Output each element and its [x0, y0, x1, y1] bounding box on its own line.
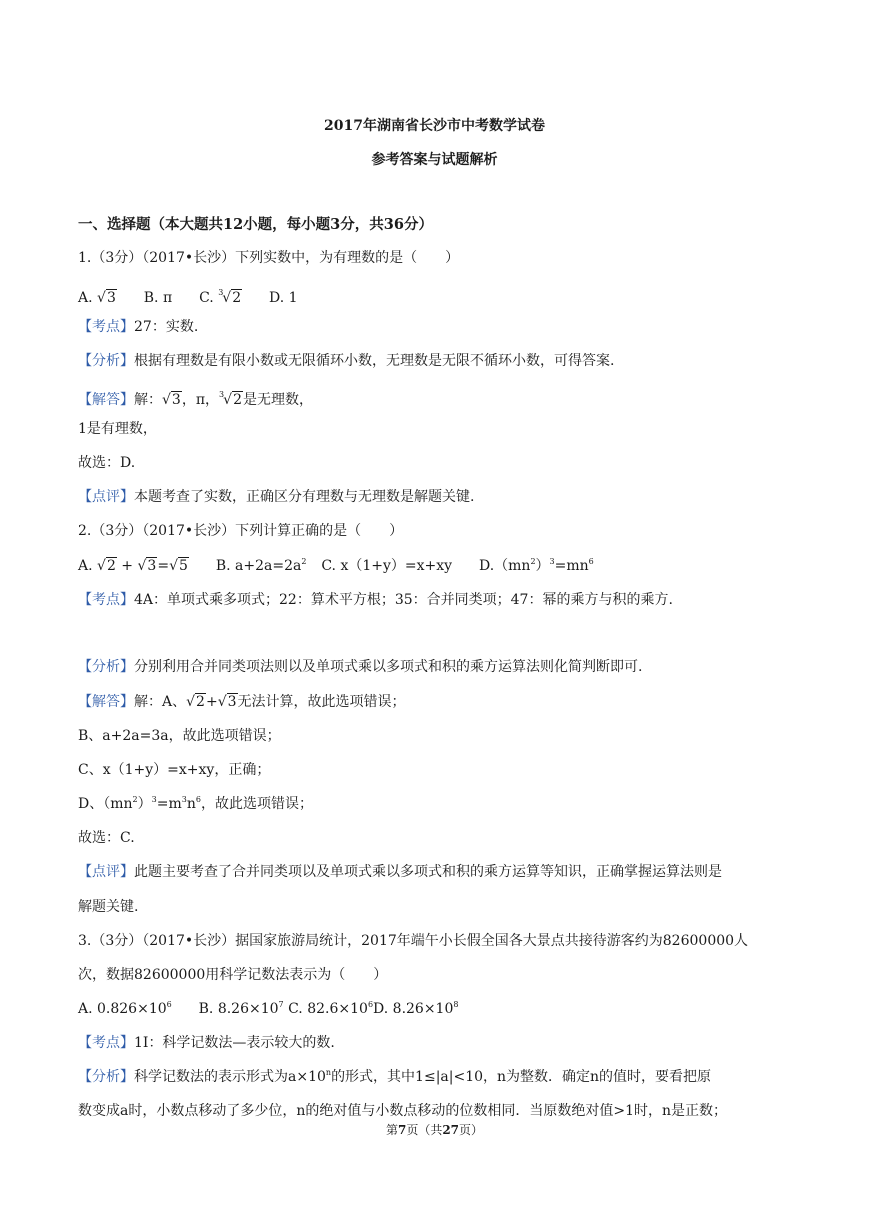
q3-options — [78, 999, 791, 1019]
q3-stem-line1: 3.（3分）（2017•长沙）据国家旅游局统计，2017年端午小长假全国各大景点共接待游客约为82600000人 — [78, 933, 749, 949]
q2-d-line-mid: ） — [137, 796, 152, 812]
q2-jieda-r2: 2 — [196, 694, 205, 710]
q3-fenxi — [78, 1067, 791, 1087]
q2-jieda-pre: 解：A、 — [134, 694, 187, 710]
q1-dianping-text: 本题考查了实数，正确区分有理数与无理数是解题关键. — [134, 489, 475, 505]
q2-a-eq: = — [157, 558, 170, 574]
q1-option-a: A. — [78, 290, 93, 306]
sqrt-symbol: √3 — [137, 558, 157, 574]
q1-dianping — [78, 487, 791, 507]
q2-jieda — [78, 692, 791, 712]
q2-option-a: A. — [78, 558, 93, 574]
q3-b-exp: 7 — [278, 1000, 284, 1009]
sqrt-symbol: √5 — [169, 558, 188, 574]
q1-fenxi-text: 根据有理数是有限小数或无限循环小数，无理数是无限不循环小数，可得答案. — [134, 353, 615, 369]
q2-option-d: D.（mn — [478, 558, 531, 574]
q3-d-exp: 8 — [453, 1000, 459, 1009]
q2-c-line: C、x（1+y）=x+xy，正确； — [78, 762, 271, 778]
q3-kaodian — [78, 1033, 791, 1053]
footer-page-number: 7 — [397, 1123, 407, 1137]
q2-d-line-exp2: 2 — [132, 795, 138, 804]
q1-c-index: 3 — [218, 288, 224, 297]
q2-a-r5: 5 — [179, 558, 188, 574]
section-heading: 一、选择题（本大题共12小题，每小题3分，共36分） — [78, 216, 433, 233]
q2-jieda-plus: + — [205, 694, 218, 710]
fenxi-tag: 【分析】 — [78, 1069, 134, 1085]
q2-option-c: C. x（1+y）=x+xy — [321, 558, 453, 574]
q1-jieda-post: 是无理数， — [242, 392, 313, 408]
footer-pre: 第 — [385, 1123, 398, 1137]
paper-title: 2017年湖南省长沙市中考数学试卷 — [324, 118, 545, 134]
q3-option-b: B. 8.26×10 — [198, 1001, 279, 1017]
q2-kaodian-text: 4A：单项式乘多项式；22：算术平方根；35：合并同类项；47：幂的乘方与积的乘方. — [134, 592, 673, 608]
q3-option-a: A. 0.826×10 — [78, 1001, 167, 1017]
q1-option-d: D. 1 — [269, 290, 298, 306]
q3-fenxi-text1: 科学记数法的表示形式为a×10 — [134, 1069, 326, 1085]
q3-stem-line2: 次，数据82600000用科学记数法表示为（ ） — [78, 967, 388, 983]
jieda-tag: 【解答】 — [78, 392, 134, 408]
paper-subtitle: 参考答案与试题解析 — [371, 152, 498, 168]
q3-fenxi-text1b: 的形式，其中1≤|a|<10，n为整数．确定n的值时，要看把原 — [331, 1069, 712, 1085]
q3-kaodian-text: 1I：科学记数法—表示较大的数. — [134, 1035, 335, 1051]
q3-c-exp: 6 — [367, 1000, 374, 1009]
q3-fenxi-cont: 数变成a时，小数点移动了多少位，n的绝对值与小数点移动的位数相同．当原数绝对值>1时，n是正数； — [78, 1103, 728, 1119]
q2-d-line-eq: =m — [156, 796, 182, 812]
q2-d-line-exp6: 6 — [195, 795, 201, 804]
dianping-tag: 【点评】 — [78, 489, 134, 505]
sqrt-symbol: √3 — [217, 694, 237, 710]
q2-options — [78, 556, 791, 576]
q2-a-r2: 2 — [106, 558, 116, 574]
footer-total-pages: 27 — [442, 1123, 460, 1137]
kaodian-tag: 【考点】 — [78, 1035, 134, 1051]
q1-choice: 故选：D. — [78, 455, 136, 471]
q2-d-line-post: ，故此选项错误； — [200, 796, 313, 812]
q3-option-c: C. 82.6×10 — [288, 1001, 368, 1017]
q2-a-r3: 3 — [147, 558, 157, 574]
dianping-tag: 【点评】 — [78, 864, 134, 880]
q1-c-radicand: 2 — [232, 290, 242, 306]
sqrt-symbol: √2 — [186, 694, 205, 710]
sqrt-symbol: √3 — [162, 392, 181, 408]
q1-jieda-index: 3 — [219, 390, 225, 399]
q2-fenxi-text: 分别利用合并同类项法则以及单项式乘以多项式和积的乘方运算法则化简判断即可. — [134, 659, 643, 675]
q2-dianping-cont: 解题关键. — [78, 899, 139, 915]
q1-option-c: C. — [199, 290, 214, 306]
q2-fenxi — [78, 657, 791, 677]
q1-stem: 1.（3分）（2017•长沙）下列实数中，为有理数的是（ ） — [78, 250, 460, 266]
page-footer — [0, 1121, 869, 1138]
q2-d-line-pre: D、（mn — [78, 796, 133, 812]
q3-a-exp: 6 — [166, 1000, 172, 1009]
sqrt-symbol: √2 — [97, 558, 116, 574]
kaodian-tag: 【考点】 — [78, 592, 134, 608]
q2-stem: 2.（3分）（2017•长沙）下列计算正确的是（ ） — [78, 523, 404, 539]
q1-fenxi — [78, 351, 791, 371]
q2-choice: 故选：C. — [78, 830, 135, 846]
q3-option-d: D. 8.26×10 — [373, 1001, 454, 1017]
q2-b-exp: 2 — [301, 557, 307, 566]
q2-d-exp3: 3 — [549, 557, 555, 566]
kaodian-tag: 【考点】 — [78, 319, 134, 335]
q3-fenxi-exp: n — [325, 1068, 332, 1077]
q1-options — [78, 283, 791, 308]
footer-post: 页） — [459, 1123, 484, 1137]
q2-d-mid: ） — [535, 558, 550, 574]
q1-jieda-radicand3: 3 — [171, 392, 181, 408]
q2-b-line: B、a+2a=3a，故此选项错误； — [78, 728, 281, 744]
fenxi-tag: 【分析】 — [78, 353, 134, 369]
q1-kaodian — [78, 317, 791, 337]
q2-d-line-n: n — [186, 796, 196, 812]
q2-d-exp6: 6 — [588, 557, 594, 566]
q2-d-line-exp3: 3 — [151, 795, 157, 804]
cbrt-symbol: $^3$√2 — [219, 390, 242, 408]
q2-d-line — [78, 794, 791, 814]
q1-line2: 1是有理数， — [78, 421, 157, 437]
fenxi-tag: 【分析】 — [78, 659, 134, 675]
q2-a-plus: + — [116, 558, 138, 574]
q2-kaodian — [78, 590, 791, 610]
q1-a-radicand: 3 — [106, 290, 116, 306]
footer-mid: 页（共 — [406, 1123, 443, 1137]
q1-option-b: B. π — [143, 290, 173, 306]
q1-jieda-sep: ，π， — [181, 392, 220, 408]
q1-jieda-pre: 解： — [134, 392, 162, 408]
q1-kaodian-text: 27：实数. — [134, 319, 199, 335]
q1-jieda-radicand2: 2 — [233, 392, 242, 408]
jieda-tag: 【解答】 — [78, 694, 134, 710]
q2-dianping-text: 此题主要考查了合并同类项以及单项式乘以多项式和积的乘方运算等知识，正确掌握运算法则是 — [134, 864, 722, 880]
q2-d-end: =mn — [554, 558, 589, 574]
q2-d-line-exp3b: 3 — [181, 795, 187, 804]
cbrt-symbol: $^3$√2 — [218, 288, 242, 306]
q2-option-b: B. a+2a=2a — [215, 558, 302, 574]
q2-dianping — [78, 862, 791, 882]
q2-jieda-r3: 3 — [227, 694, 237, 710]
q2-d-exp2: 2 — [530, 557, 536, 566]
sqrt-symbol: √3 — [97, 290, 116, 306]
q2-jieda-post: 无法计算，故此选项错误； — [237, 694, 406, 710]
q1-jieda — [78, 385, 791, 410]
